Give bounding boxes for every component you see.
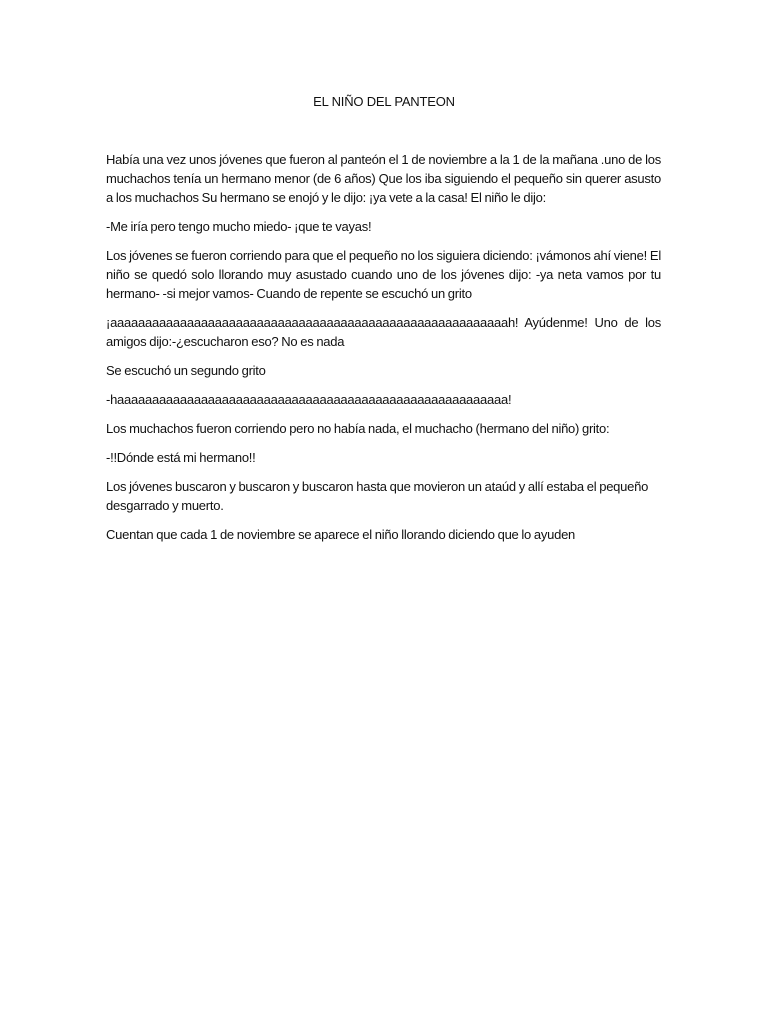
paragraph-7: Los muchachos fueron corriendo pero no había nada, el muchacho (hermano del niño) grito: xyxy=(106,421,610,436)
document-body xyxy=(106,150,661,554)
paragraph-2: -Me iría pero tengo mucho miedo- ¡que te vayas! xyxy=(106,219,372,234)
paragraph-8: -!!Dónde está mi hermano!! xyxy=(106,450,256,465)
paragraph-6: -haaaaaaaaaaaaaaaaaaaaaaaaaaaaaaaaaaaaaaaaaaaaaaaaaaaaaaaa! xyxy=(106,392,512,407)
document-title: EL NIÑO DEL PANTEON xyxy=(313,94,455,109)
paragraph-4: ¡aaaaaaaaaaaaaaaaaaaaaaaaaaaaaaaaaaaaaaaaaaaaaaaaaaaaaaaaah! Ayúdenme! Uno de los amigos dijo:-¿escucharon eso? No es nada xyxy=(106,315,661,349)
paragraph-1: Había una vez unos jóvenes que fueron al panteón el 1 de noviembre a la 1 de la mañana .uno de los muchachos tenía un hermano menor (de 6 años) Que los iba siguiendo el pequeño sin querer asusto a los muchachos Su hermano se enojó y le dijo: ¡ya vete a la casa! El niño le dijo: xyxy=(106,152,661,205)
paragraph-9: Los jóvenes buscaron y buscaron y buscaron hasta que movieron un ataúd y allí estaba el pequeño desgarrado y muerto. xyxy=(106,479,649,513)
paragraph-10: Cuentan que cada 1 de noviembre se aparece el niño llorando diciendo que lo ayuden xyxy=(106,527,576,542)
paragraph-5: Se escuchó un segundo grito xyxy=(106,363,266,378)
paragraph-3: Los jóvenes se fueron corriendo para que el pequeño no los siguiera diciendo: ¡vámonos ahí viene! El niño se quedó solo llorando muy asustado cuando uno de los jóvenes dijo: -ya neta vamos por tu hermano- -si mejor vamos- Cuando de repente se escuchó un grito xyxy=(106,248,661,301)
